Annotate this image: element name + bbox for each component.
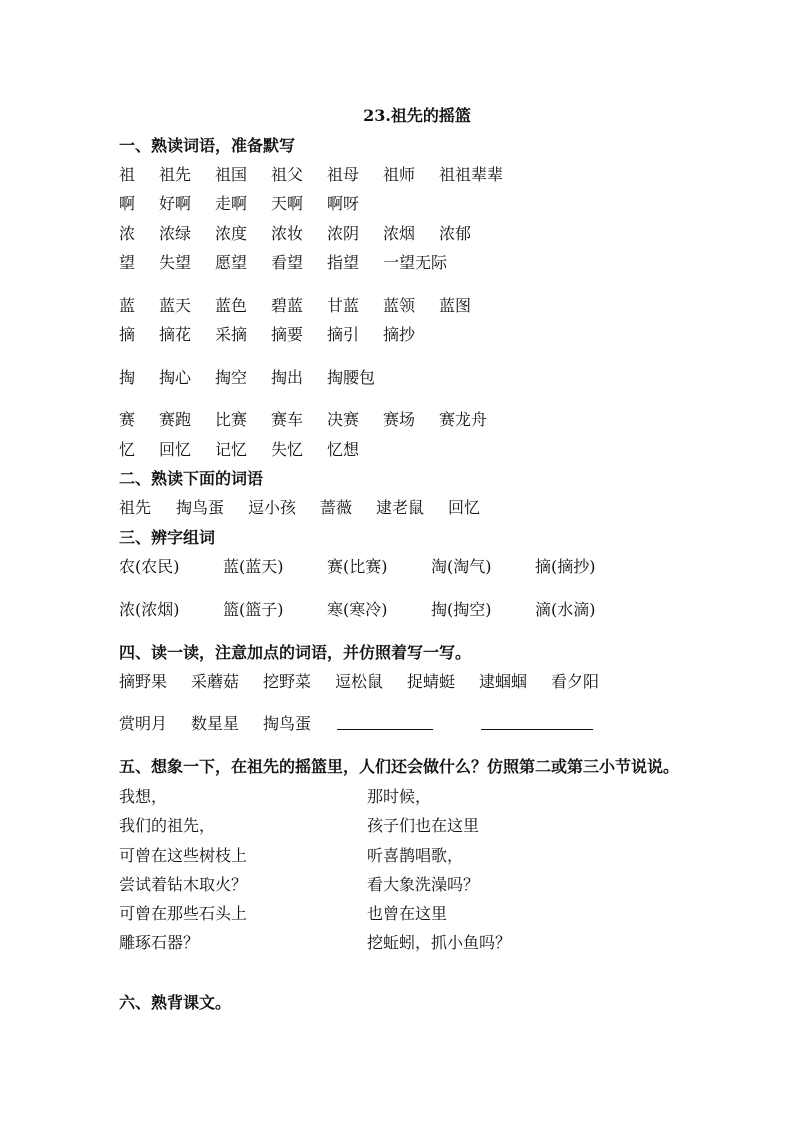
vocab-word: 祖先 bbox=[159, 165, 192, 184]
vocab-word: 赛车 bbox=[271, 410, 304, 429]
phrase: 看夕阳 bbox=[551, 672, 600, 691]
section-2-heading: 二、熟读下面的词语 bbox=[119, 469, 264, 488]
vocab-word: 看望 bbox=[271, 253, 304, 272]
page-title: 23.祖先的摇篮 bbox=[363, 106, 471, 125]
vocab-word: 浓烟 bbox=[383, 224, 416, 243]
vocab-word: 摘花 bbox=[159, 325, 192, 344]
vocab-word: 祖 bbox=[119, 165, 136, 184]
reading-word: 掏鸟蛋 bbox=[176, 498, 225, 517]
vocab-word: 掏心 bbox=[159, 368, 192, 387]
vocab-word: 蓝领 bbox=[383, 296, 416, 315]
poem-left-line: 雕琢石器？ bbox=[119, 933, 200, 952]
phrase: 捉蜻蜓 bbox=[407, 672, 456, 691]
section-6-heading: 六、熟背课文。 bbox=[119, 993, 232, 1012]
phrase: 数星星 bbox=[191, 714, 240, 733]
vocab-word: 摘抄 bbox=[383, 325, 416, 344]
reading-word: 逮老鼠 bbox=[376, 498, 425, 517]
vocab-word: 记忆 bbox=[215, 440, 248, 459]
phrase: 挖野菜 bbox=[263, 672, 312, 691]
vocab-word: 掏腰包 bbox=[327, 368, 376, 387]
vocab-word: 摘 bbox=[119, 325, 136, 344]
poem-left-line: 尝试着钻木取火？ bbox=[119, 875, 248, 894]
vocab-word: 好啊 bbox=[159, 194, 192, 213]
poem-left-line: 可曾在那些石头上 bbox=[119, 904, 248, 923]
char-word-pair: 农(农民) bbox=[119, 557, 180, 576]
char-word-pair: 蓝(蓝天) bbox=[223, 557, 284, 576]
reading-word: 蔷薇 bbox=[320, 498, 353, 517]
poem-right-line: 看大象洗澡吗？ bbox=[367, 875, 480, 894]
vocab-word: 掏 bbox=[119, 368, 136, 387]
poem-right-line: 孩子们也在这里 bbox=[367, 816, 480, 835]
vocab-word: 祖父 bbox=[271, 165, 304, 184]
char-word-pair: 摘(摘抄) bbox=[535, 557, 596, 576]
vocab-word: 甘蓝 bbox=[327, 296, 360, 315]
char-word-pair: 赛(比赛) bbox=[327, 557, 388, 576]
vocab-word: 摘要 bbox=[271, 325, 304, 344]
vocab-word: 采摘 bbox=[215, 325, 248, 344]
vocab-word: 浓 bbox=[119, 224, 136, 243]
section-1-heading: 一、熟读词语，准备默写 bbox=[119, 136, 296, 155]
vocab-word: 决赛 bbox=[327, 410, 360, 429]
char-word-pair: 滴(水滴) bbox=[535, 600, 596, 619]
vocab-word: 浓郁 bbox=[439, 224, 472, 243]
vocab-word: 一望无际 bbox=[383, 253, 448, 272]
phrase: 逗松鼠 bbox=[335, 672, 384, 691]
vocab-word: 掏出 bbox=[271, 368, 304, 387]
char-word-pair: 掏(掏空) bbox=[431, 600, 492, 619]
section-4-heading: 四、读一读，注意加点的词语，并仿照着写一写。 bbox=[119, 643, 472, 662]
poem-left-line: 我们的祖先， bbox=[119, 816, 216, 835]
phrase: 掏鸟蛋 bbox=[263, 714, 312, 733]
vocab-word: 指望 bbox=[327, 253, 360, 272]
char-word-pair: 篮(篮子) bbox=[223, 600, 284, 619]
vocab-word: 赛龙舟 bbox=[439, 410, 488, 429]
vocab-word: 忆想 bbox=[327, 440, 360, 459]
vocab-word: 回忆 bbox=[159, 440, 192, 459]
poem-right-line: 那时候， bbox=[367, 787, 432, 806]
vocab-word: 啊 bbox=[119, 194, 136, 213]
vocab-word: 浓妆 bbox=[271, 224, 304, 243]
vocab-word: 浓绿 bbox=[159, 224, 192, 243]
phrase: 逮蝈蝈 bbox=[479, 672, 528, 691]
vocab-word: 浓阴 bbox=[327, 224, 360, 243]
poem-right-line: 听喜鹊唱歌， bbox=[367, 846, 464, 865]
vocab-word: 蓝色 bbox=[215, 296, 248, 315]
vocab-word: 赛场 bbox=[383, 410, 416, 429]
vocab-word: 失望 bbox=[159, 253, 192, 272]
vocab-word: 祖国 bbox=[215, 165, 248, 184]
section-5-heading: 五、想象一下，在祖先的摇篮里，人们还会做什么？仿照第二或第三小节说说。 bbox=[119, 757, 680, 776]
vocab-word: 赛 bbox=[119, 410, 136, 429]
phrase: 赏明月 bbox=[119, 714, 168, 733]
poem-left-line: 我想， bbox=[119, 787, 168, 806]
vocab-word: 望 bbox=[119, 253, 136, 272]
vocab-word: 走啊 bbox=[215, 194, 248, 213]
vocab-word: 祖祖辈辈 bbox=[439, 165, 504, 184]
vocab-word: 蓝 bbox=[119, 296, 136, 315]
vocab-word: 蓝图 bbox=[439, 296, 472, 315]
vocab-word: 祖母 bbox=[327, 165, 360, 184]
vocab-word: 忆 bbox=[119, 440, 136, 459]
vocab-word: 祖师 bbox=[383, 165, 416, 184]
vocab-word: 碧蓝 bbox=[271, 296, 304, 315]
vocab-word: 失忆 bbox=[271, 440, 304, 459]
char-word-pair: 淘(淘气) bbox=[431, 557, 492, 576]
poem-right-line: 挖蚯蚓，抓小鱼吗？ bbox=[367, 933, 512, 952]
vocab-word: 蓝天 bbox=[159, 296, 192, 315]
poem-left-line: 可曾在这些树枝上 bbox=[119, 846, 248, 865]
poem-right-line: 也曾在这里 bbox=[367, 904, 448, 923]
vocab-word: 掏空 bbox=[215, 368, 248, 387]
char-word-pair: 浓(浓烟) bbox=[119, 600, 180, 619]
vocab-word: 愿望 bbox=[215, 253, 248, 272]
reading-word: 回忆 bbox=[448, 498, 481, 517]
section-3-heading: 三、辨字组词 bbox=[119, 528, 216, 547]
vocab-word: 啊呀 bbox=[327, 194, 360, 213]
answer-blank-2[interactable] bbox=[481, 729, 593, 730]
vocab-word: 浓度 bbox=[215, 224, 248, 243]
phrase: 采蘑菇 bbox=[191, 672, 240, 691]
reading-word: 逗小孩 bbox=[248, 498, 297, 517]
phrase: 摘野果 bbox=[119, 672, 168, 691]
answer-blank-1[interactable] bbox=[337, 729, 433, 730]
vocab-word: 天啊 bbox=[271, 194, 304, 213]
vocab-word: 赛跑 bbox=[159, 410, 192, 429]
char-word-pair: 寒(寒冷) bbox=[327, 600, 388, 619]
reading-word: 祖先 bbox=[119, 498, 152, 517]
vocab-word: 比赛 bbox=[215, 410, 248, 429]
vocab-word: 摘引 bbox=[327, 325, 360, 344]
